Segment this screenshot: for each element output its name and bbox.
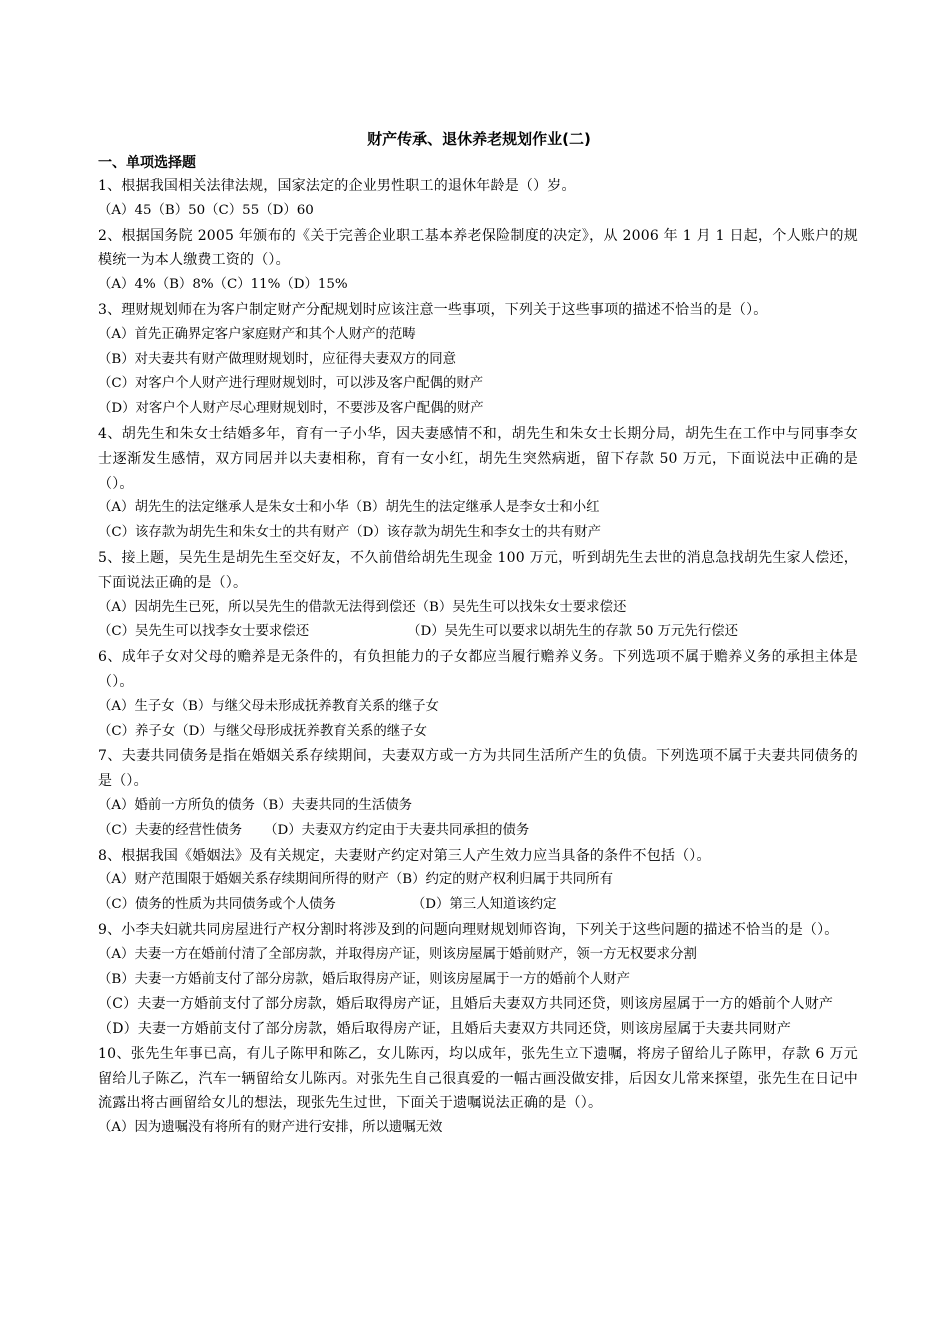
question-stem: 3、理财规划师在为客户制定财产分配规划时应该注意一些事项，下列关于这些事项的描述不恰当的是（）。 xyxy=(98,301,768,318)
question-stem: 10、张先生年事已高，有儿子陈甲和陈乙，女儿陈丙，均以成年，张先生立下遗嘱，将房子留给儿子陈甲，存款 6 万元留给儿子陈乙，汽车一辆留给女儿陈丙。对张先生自己很真爱的一幅古画没做安排，后因女儿常来探望，张先生在日记中流露出将古画留给女儿的想法，现张先生过世，下面关于遗嘱说法正确的是（）。 xyxy=(98,1045,858,1112)
section-heading: 一、单项选择题 xyxy=(98,155,196,171)
option-c: （C）吴先生可以找李女士要求偿还 xyxy=(98,624,310,640)
options-cd xyxy=(98,620,858,645)
question-options: （A）4%（B）8%（C）11%（D）15% xyxy=(98,277,348,293)
option-d: （D）吴先生可以要求以胡先生的存款 50 万元先行偿还 xyxy=(407,624,738,640)
option-c: （C）夫妻一方婚前支付了部分房款，婚后取得房产证，且婚后夫妻双方共同还贷，则该房屋属于一方的婚前个人财产 xyxy=(98,996,834,1013)
option-b: （B）对夫妻共有财产做理财规划时，应征得夫妻双方的同意 xyxy=(98,351,456,367)
options-cd: （C）养子女（D）与继父母形成抚养教育关系的继子女 xyxy=(98,723,427,739)
options-cd: （C）该存款为胡先生和朱女士的共有财产（D）该存款为胡先生和李女士的共有财产 xyxy=(98,525,602,541)
question-stem: 6、成年子女对父母的赡养是无条件的，有负担能力的子女都应当履行赡养义务。下列选项不属于赡养义务的承担主体是（）。 xyxy=(98,649,858,690)
question-stem: 5、接上题，吴先生是胡先生至交好友，不久前借给胡先生现金 100 万元，听到胡先生去世的消息急找胡先生家人偿还，下面说法正确的是（）。 xyxy=(98,549,858,591)
options-cd xyxy=(98,819,858,844)
document-title: 财产传承、退休养老规划作业(二) xyxy=(367,130,591,148)
question-stem: 4、胡先生和朱女士结婚多年，育有一子小华，因夫妻感情不和，胡先生和朱女士长期分局，胡先生在工作中与同事李女士逐渐发生感情，双方同居并以夫妻相称，育有一女小红，胡先生突然病逝，留下存款 50 万元，下面说法中正确的是（）。 xyxy=(98,425,858,492)
document-page xyxy=(98,126,858,1141)
option-d: （D）对客户个人财产尽心理财规划时，不要涉及客户配偶的财产 xyxy=(98,401,484,417)
option-b: （B）夫妻一方婚前支付了部分房款，婚后取得房产证，则该房屋属于一方的婚前个人财产 xyxy=(98,971,631,987)
question-stem: 1、根据我国相关法律法规，国家法定的企业男性职工的退休年龄是（）岁。 xyxy=(98,178,576,194)
option-d: （D）夫妻一方婚前支付了部分房款，婚后取得房产证，且婚后夫妻双方共同还贷，则该房屋属于夫妻共同财产 xyxy=(98,1021,792,1038)
options-ab: （A）胡先生的法定继承人是朱女士和小华（B）胡先生的法定继承人是李女士和小红 xyxy=(98,500,600,516)
option-a: （A）因为遗嘱没有将所有的财产进行安排，所以遗嘱无效 xyxy=(98,1120,443,1136)
question-stem: 9、小李夫妇就共同房屋进行产权分割时将涉及到的问题向理财规划师咨询，下列关于这些问题的描述不恰当的是（）。 xyxy=(98,921,839,938)
option-c: （C）夫妻的经营性债务 xyxy=(98,822,243,838)
question-stem: 8、根据我国《婚姻法》及有关规定，夫妻财产约定对第三人产生效力应当具备的条件不包括（）。 xyxy=(98,847,711,864)
option-d: （D）夫妻双方约定由于夫妻共同承担的债务 xyxy=(264,822,530,838)
options-ab: （A）财产范围限于婚姻关系存续期间所得的财产（B）约定的财产权利归属于共同所有 xyxy=(98,872,613,888)
option-a: （A）夫妻一方在婚前付清了全部房款，并取得房产证，则该房屋属于婚前财产，领一方无权要求分割 xyxy=(98,946,697,962)
option-c: （C）债务的性质为共同债务或个人债务 xyxy=(98,897,336,913)
question-stem: 2、根据国务院 2005 年颁布的《关于完善企业职工基本养老保险制度的决定》，从 2006 年 1 月 1 日起，个人账户的规模统一为本人缴费工资的（）。 xyxy=(98,227,858,269)
options-ab: （A）生子女（B）与继父母未形成抚养教育关系的继子女 xyxy=(98,698,439,714)
options-ab: （A）婚前一方所负的债务（B）夫妻共同的生活债务 xyxy=(98,797,413,813)
option-d: （D）第三人知道该约定 xyxy=(411,897,557,913)
options-cd xyxy=(98,893,858,918)
options-ab: （A）因胡先生已死，所以吴先生的借款无法得到偿还（B）吴先生可以找朱女士要求偿还 xyxy=(98,599,627,615)
question-options: （A）45（B）50（C）55（D）60 xyxy=(98,202,314,218)
question-stem: 7、夫妻共同债务是指在婚姻关系存续期间，夫妻双方或一方为共同生活所产生的负债。下列选项不属于夫妻共同债务的是（）。 xyxy=(98,748,858,790)
option-a: （A）首先正确界定客户家庭财产和其个人财产的范畴 xyxy=(98,326,416,342)
option-c: （C）对客户个人财产进行理财规划时，可以涉及客户配偶的财产 xyxy=(98,376,484,392)
